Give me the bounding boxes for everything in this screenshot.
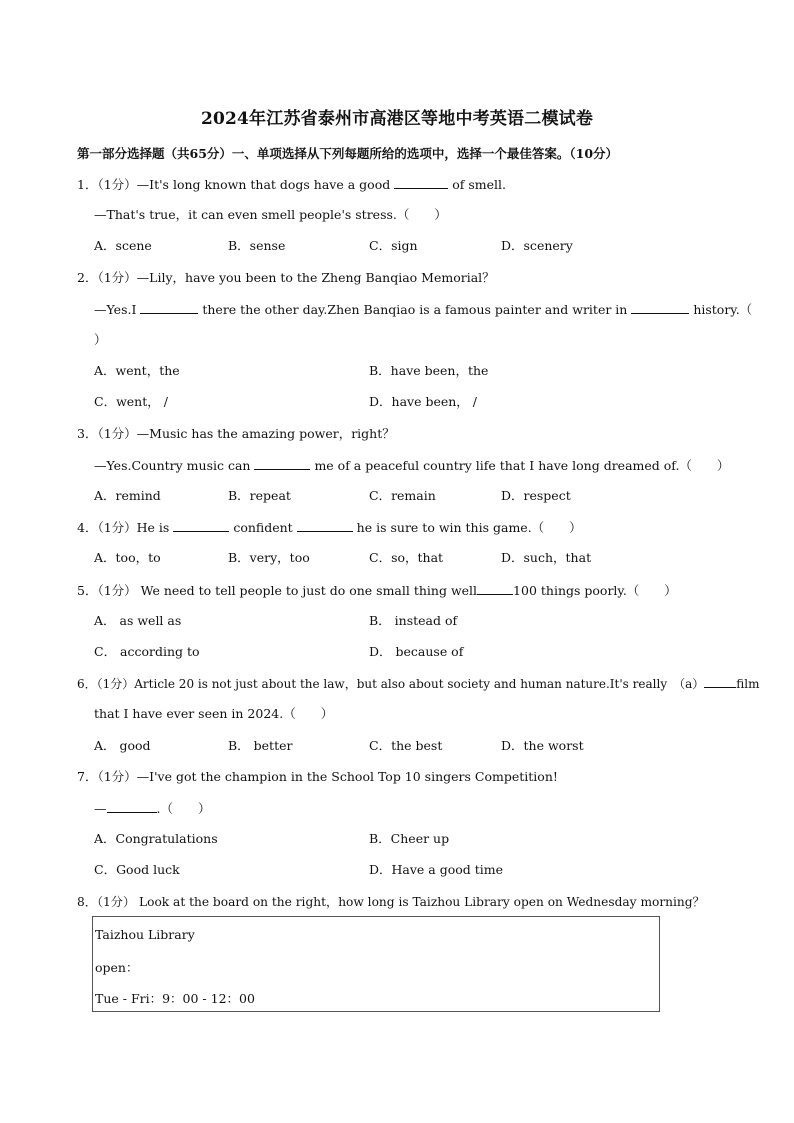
- option-a: A． good: [94, 738, 151, 753]
- option-a: A．scene: [94, 238, 152, 253]
- answer-blank: [254, 457, 310, 470]
- page-title: 2024年江苏省泰州市高港区等地中考英语二模试卷: [200, 109, 594, 129]
- option-d: D．the worst: [501, 738, 584, 753]
- answer-blank: [477, 582, 513, 595]
- option-b: B． instead of: [369, 613, 458, 628]
- option-a: A． as well as: [94, 613, 182, 628]
- question-7-line2: — .（ ）: [94, 801, 211, 816]
- board-line: Taizhou Library: [95, 927, 195, 942]
- option-d: D．respect: [501, 488, 571, 503]
- option-b: B．have been，the: [369, 363, 489, 378]
- option-b: B．repeat: [228, 488, 291, 503]
- question-6: 6．（1分）Article 20 is not just about the law，but also about society and human nature.It's really （a） film: [77, 677, 760, 691]
- option-d: D．have been， /: [369, 394, 477, 409]
- answer-blank: [107, 800, 157, 813]
- board-line: Tue - Fri：9：00 - 12：00: [95, 991, 255, 1006]
- answer-blank: [704, 675, 736, 688]
- option-b: B．very，too: [228, 550, 310, 565]
- question-6-line2: that I have ever seen in 2024.（ ）: [94, 706, 334, 721]
- question-2: 2．（1分）—Lily，have you been to the Zheng Banqiao Memorial？: [77, 270, 495, 285]
- option-a: A．remind: [94, 488, 161, 503]
- option-b: B．sense: [228, 238, 286, 253]
- option-c: C．remain: [369, 488, 436, 503]
- question-8: 8．（1分） Look at the board on the right，how long is Taizhou Library open on Wednesday morning？: [77, 895, 705, 909]
- question-3: 3．（1分）—Music has the amazing power，right？: [77, 426, 395, 441]
- option-c: C．Good luck: [94, 862, 180, 877]
- option-c: C．so，that: [369, 550, 444, 565]
- option-d: D．such，that: [501, 550, 592, 565]
- question-3-line2: —Yes.Country music can me of a peaceful country life that I have long dreamed of.（ ）: [94, 458, 730, 473]
- answer-blank: [140, 301, 198, 314]
- question-1: 1．（1分）—It's long known that dogs have a good of smell.: [77, 177, 506, 192]
- option-c: C．the best: [369, 738, 443, 753]
- option-b: B．Cheer up: [369, 831, 450, 846]
- question-1-line2: —That's true，it can even smell people's stress.（ ）: [94, 207, 447, 222]
- answer-blank: [631, 301, 689, 314]
- option-c: C． according to: [94, 644, 200, 659]
- option-b: B． better: [228, 738, 293, 753]
- library-board: [92, 916, 660, 1012]
- answer-blank: [173, 519, 229, 532]
- option-c: C．went， /: [94, 394, 168, 409]
- board-line: open：: [95, 960, 139, 975]
- option-d: D．scenery: [501, 238, 573, 253]
- option-a: A．Congratulations: [94, 831, 218, 846]
- answer-blank: [297, 519, 353, 532]
- section-header: 第一部分选择题（共65分）一、单项选择从下列每题所给的选项中，选择一个最佳答案。（10分）: [77, 146, 619, 161]
- option-d: D． because of: [369, 644, 464, 659]
- option-a: A．went，the: [94, 363, 180, 378]
- answer-blank: [394, 176, 448, 189]
- option-c: C．sign: [369, 238, 418, 253]
- question-2-line2: —Yes.I there the other day.Zhen Banqiao is a famous painter and writer in history.（: [94, 302, 753, 317]
- question-7: 7．（1分）—I've got the champion in the School Top 10 singers Competition!: [77, 769, 558, 784]
- question-4: 4．（1分）He is confident he is sure to win this game.（ ）: [77, 520, 582, 535]
- option-a: A．too，to: [94, 550, 161, 565]
- question-5: 5．（1分） We need to tell people to just do one small thing well 100 things poorly.（ ）: [77, 583, 677, 598]
- question-2-line3: ）: [94, 332, 107, 347]
- option-d: D．Have a good time: [369, 862, 504, 877]
